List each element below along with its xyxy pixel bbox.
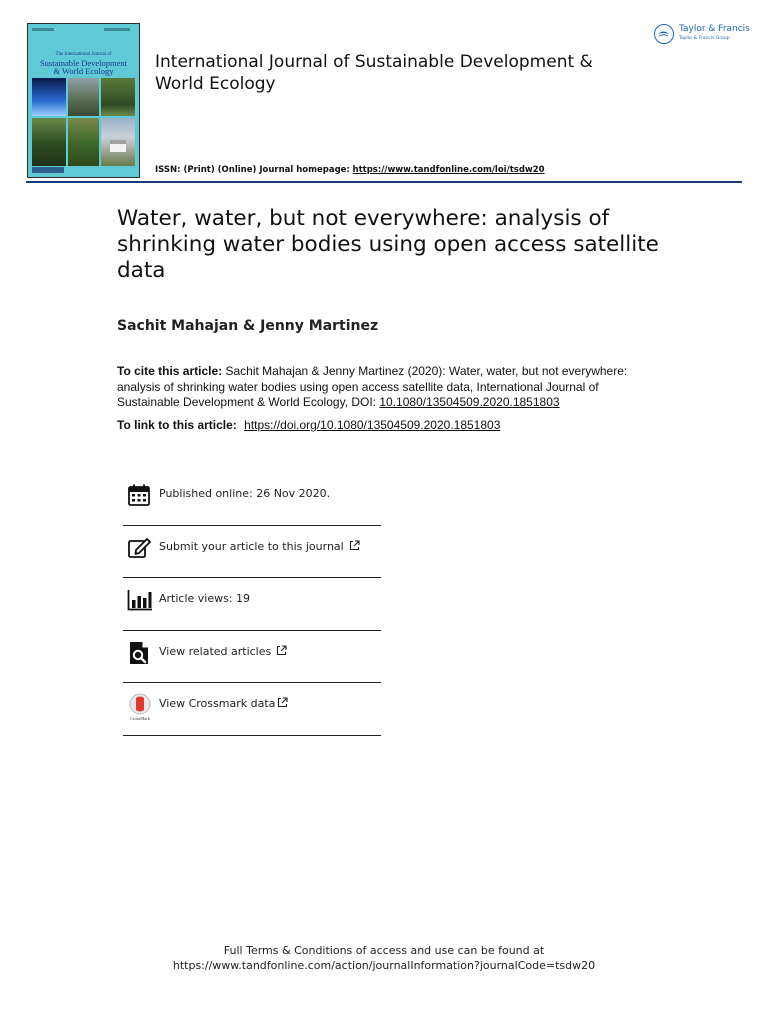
doi-link[interactable]: 10.1080/13504509.2020.1851803 (379, 395, 560, 409)
meta-crossmark[interactable] (123, 683, 381, 736)
article-title: Water, water, but not everywhere: analysis of shrinking water bodies using open access satellite data (117, 206, 659, 283)
cover-header-lines (32, 28, 135, 34)
cover-publisher-logo (32, 167, 64, 173)
publisher-name: Taylor & Francis (679, 24, 750, 34)
external-link-icon (276, 645, 287, 659)
terms-footer (0, 943, 768, 973)
journal-homepage-link[interactable]: https://www.tandfonline.com/loi/tsdw20 (352, 165, 545, 175)
cover-photos (32, 78, 135, 168)
crossmark-link[interactable]: View Crossmark data (159, 697, 276, 710)
published-date: Published online: 26 Nov 2020. (159, 487, 331, 500)
meta-published (123, 473, 381, 526)
cite-label: To cite this article: (117, 364, 223, 378)
cover-title-line2: & World Ecology (53, 66, 114, 76)
footer-line1: Full Terms & Conditions of access and use can be found at (223, 944, 545, 957)
header-divider (26, 181, 742, 183)
cover-title-small: The International Journal of (55, 52, 112, 57)
calendar-icon (127, 483, 151, 507)
article-meta-list (123, 473, 381, 736)
article-views: Article views: 19 (159, 592, 251, 605)
publisher-emblem-icon (654, 24, 674, 44)
citation-block (117, 364, 657, 411)
edit-icon (127, 536, 151, 560)
issn-label: ISSN: (Print) (Online) Journal homepage: (155, 165, 350, 175)
submit-article-link[interactable]: Submit your article to this journal (159, 539, 344, 553)
article-doi-url-link[interactable]: https://doi.org/10.1080/13504509.2020.1851803 (244, 418, 501, 432)
document-search-icon (127, 641, 151, 665)
cover-title (28, 51, 139, 75)
crossmark-icon (127, 693, 151, 721)
external-link-icon (277, 697, 288, 711)
meta-views (123, 578, 381, 631)
footer-terms-url[interactable]: https://www.tandfonline.com/action/journalInformation?journalCode=tsdw20 (172, 959, 596, 972)
issn-line (155, 165, 545, 175)
journal-title: International Journal of Sustainable Development & World Ecology (155, 52, 593, 94)
related-articles-link[interactable]: View related articles (159, 644, 272, 658)
article-link-line (117, 418, 677, 432)
publisher-logo (654, 22, 750, 46)
link-label: To link to this article: (117, 418, 237, 432)
meta-related[interactable] (123, 631, 381, 684)
bar-chart-icon (127, 588, 151, 612)
journal-cover (27, 23, 140, 178)
cover-title-line1: Sustainable Development (39, 58, 128, 68)
article-authors: Sachit Mahajan & Jenny Martinez (117, 318, 379, 334)
cite-text: Sachit Mahajan & Jenny Martinez (2020): Water, water, but not everywhere: analysis of shrinking water bodies using open access satellite data, International Journal of Sustainable Development & World Ecology, DOI: (117, 364, 628, 409)
publisher-group: Taylor & Francis Group (679, 36, 730, 41)
meta-submit[interactable] (123, 526, 381, 579)
crossmark-icon-label: CrossMark (130, 716, 150, 721)
external-link-icon (349, 540, 360, 554)
